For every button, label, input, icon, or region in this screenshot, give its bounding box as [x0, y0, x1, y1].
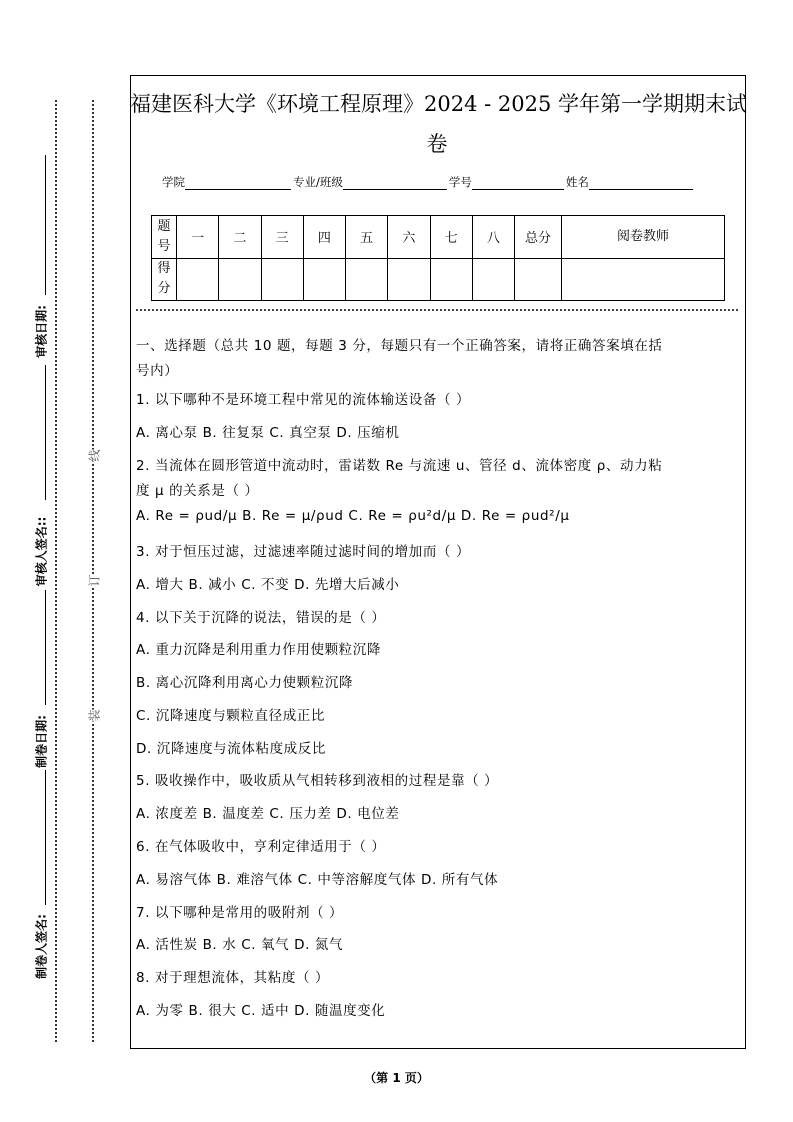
answer-options: B. 离心沉降利用离心力使颗粒沉降 [136, 675, 354, 691]
score-cell[interactable] [472, 258, 514, 301]
table-row [152, 258, 725, 301]
binding-mark-staple: 订 [87, 574, 102, 587]
answer-options: A. 重力沉降是利用重力作用使颗粒沉降 [136, 642, 381, 658]
column-header: 五 [346, 216, 388, 259]
answer-options: A. 离心泵 B. 往复泵 C. 真空泵 D. 压缩机 [136, 425, 400, 441]
question-text: 2. 当流体在圆形管道中流动时，雷诺数 Re 与流速 u、管径 d、流体密度 ρ、动力粘 [136, 458, 663, 474]
score-cell[interactable] [515, 258, 562, 301]
score-cell[interactable] [261, 258, 303, 301]
answer-options: A. 易溶气体 B. 难溶气体 C. 中等溶解度气体 D. 所有气体 [136, 872, 499, 888]
binding-mark-line: 线 [87, 449, 102, 462]
signature-line [45, 770, 46, 905]
question-text: 4. 以下关于沉降的说法，错误的是（ ） [136, 610, 386, 626]
binding-dotted-line-outer [55, 100, 57, 1042]
score-cell[interactable] [177, 258, 219, 301]
name-label: 姓名 [565, 175, 589, 189]
review-date-label: 审核日期: [34, 305, 49, 358]
college-label: 学院 [162, 175, 185, 189]
major-class-field[interactable] [343, 177, 447, 190]
column-header: 阅卷教师 [562, 216, 725, 259]
score-table [151, 215, 725, 301]
section-heading: 一、选择题（总共 10 题，每题 3 分，每题只有一个正确答案，请将正确答案填在括 [136, 338, 663, 354]
answer-options: D. 沉降速度与流体粘度成反比 [136, 741, 326, 757]
column-header: 总分 [515, 216, 562, 259]
answer-options: A. 活性炭 B. 水 C. 氧气 D. 氮气 [136, 937, 344, 953]
question-text: 7. 以下哪种是常用的吸附剂（ ） [136, 905, 344, 921]
college-field[interactable] [185, 177, 291, 190]
column-header: 一 [177, 216, 219, 259]
column-header: 八 [472, 216, 514, 259]
score-cell[interactable] [303, 258, 345, 301]
answer-options: A. 浓度差 B. 温度差 C. 压力差 D. 电位差 [136, 806, 400, 822]
separator-dotted-line [136, 309, 738, 311]
prepare-date-label: 制卷日期: [34, 715, 49, 768]
table-row [152, 216, 725, 259]
signature-line [45, 155, 46, 295]
question-text: 6. 在气体吸收中，亨利定律适用于（ ） [136, 839, 386, 855]
column-header: 三 [261, 216, 303, 259]
column-header: 四 [303, 216, 345, 259]
name-field[interactable] [589, 177, 693, 190]
column-header: 六 [388, 216, 430, 259]
question-text: 3. 对于恒压过滤，过滤速率随过滤时间的增加而（ ） [136, 544, 471, 560]
answer-options: A. 为零 B. 很大 C. 适中 D. 随温度变化 [136, 1003, 386, 1019]
student-info-line [162, 174, 695, 190]
score-cell[interactable] [346, 258, 388, 301]
major-class-label: 专业/班级 [293, 175, 343, 189]
score-cell[interactable] [219, 258, 261, 301]
exam-title-continued: 卷 [426, 132, 448, 156]
question-text: 度 μ 的关系是（ ） [136, 483, 259, 499]
answer-options: C. 沉降速度与颗粒直径成正比 [136, 708, 326, 724]
score-row-header: 得分 [152, 258, 177, 301]
binding-mark-bind: 装 [87, 709, 102, 722]
answer-options: A. Re = ρud/μ B. Re = μ/ρud C. Re = ρu²d/μ D. Re = ρud²/μ [136, 508, 570, 524]
question-text: 8. 对于理想流体，其粘度（ ） [136, 970, 330, 986]
signature-line [45, 590, 46, 705]
question-number-header: 题号 [152, 216, 177, 259]
question-text: 1. 以下哪种不是环境工程中常见的流体输送设备（ ） [136, 392, 471, 408]
score-cell[interactable] [388, 258, 430, 301]
column-header: 二 [219, 216, 261, 259]
column-header: 七 [430, 216, 472, 259]
score-cell[interactable] [562, 258, 725, 301]
answer-options: A. 增大 B. 减小 C. 不变 D. 先增大后减小 [136, 577, 400, 593]
question-text: 5. 吸收操作中，吸收质从气相转移到液相的过程是靠（ ） [136, 773, 499, 789]
preparer-signature-label: 制卷人签名: [34, 914, 49, 979]
score-cell[interactable] [430, 258, 472, 301]
student-id-label: 学号 [448, 175, 472, 189]
section-heading-continued: 号内） [136, 363, 179, 379]
binding-dotted-line-inner [92, 100, 94, 1042]
page-number: （第 1 页） [364, 1071, 429, 1085]
reviewer-signature-label: 审核人签名:: [34, 516, 49, 587]
exam-title: 福建医科大学《环境工程原理》2024 - 2025 学年第一学期期末试 [130, 92, 748, 116]
signature-line [45, 365, 46, 500]
student-id-field[interactable] [472, 177, 564, 190]
